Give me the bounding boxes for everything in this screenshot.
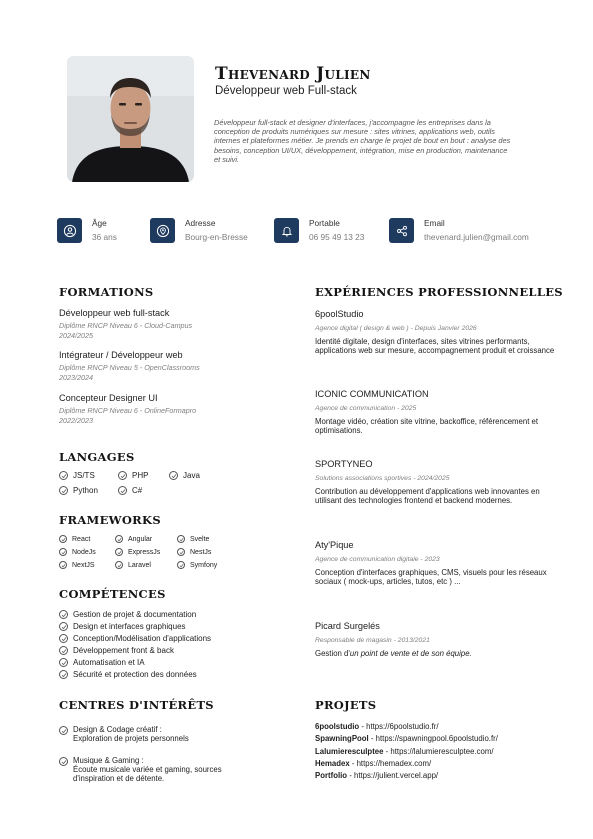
competence-item [59,646,174,655]
project-item [315,758,575,770]
job-title: Développeur web Full-stack [215,85,357,97]
project-link[interactable]: - https://spawningpool.6poolstudio.fr/ [368,734,498,744]
experiences-title: EXPÉRIENCES PROFESSIONNELLES [315,285,563,299]
project-link[interactable]: - https://julient.vercel.app/ [347,771,439,781]
check-circle-icon [59,658,68,667]
framework-label: Angular [128,535,153,543]
project-name: 6poolstudio [315,722,360,731]
skill-label: C# [132,486,143,495]
competence-label: Développement front & back [73,646,174,655]
skill-item [59,471,95,480]
formation-year: 2022/2023 [59,415,93,425]
user-icon [57,218,82,243]
competence-item [59,670,197,679]
formation-item [59,308,279,340]
experience-company: SPORTYNEO [315,459,373,469]
check-circle-icon [59,646,68,655]
experience-company: Picard Surgelés [315,621,380,631]
check-circle-icon [59,634,68,643]
project-item [315,733,575,745]
framework-item [115,561,151,569]
check-circle-icon [59,670,68,679]
experience-meta: Solutions associations sportives - 2024/2025 [315,475,450,482]
project-item [315,770,575,782]
interest-detail: Écoute musicale variée et gaming, sources [73,765,222,775]
check-circle-icon [177,548,185,556]
skill-item [118,471,148,480]
experience-item [315,389,555,436]
project-name: Lalumieresculptee [315,746,384,756]
interest-detail: d'inspiration et de détente. [73,774,165,784]
competence-label: Design et interfaces graphiques [73,622,186,631]
check-circle-icon [169,471,178,480]
project-name: Hemadex [315,758,350,768]
framework-label: ExpressJs [128,548,161,556]
profile-summary: Développeur full-stack et designer d'interfaces, j'accompagne les entreprises dans la conception de produits numériques sur mesure : sites vitrines, applications web, outils internes et plateformes métier. Je prends en charge le projet de bout en bout : analyse des besoins, conception UI/UX, développement, intégration, mise en production, maintenance et suivi. [214,118,511,164]
project-item [315,721,575,733]
project-name: Portfolio [315,771,348,781]
formation-year: 2024/2025 [59,330,93,340]
experience-item [315,459,555,506]
check-circle-icon [59,561,67,569]
competence-label: Automatisation et IA [73,658,145,667]
experience-description-italic: un point de vente et de son équipe. [349,649,472,658]
check-circle-icon [59,726,68,735]
skill-label: Python [73,486,98,495]
location-pin-icon [150,218,175,243]
framework-label: Svelte [190,535,210,543]
project-name: SpawningPool [315,734,369,744]
experience-item [315,621,555,658]
competences-title: COMPÉTENCES [59,587,166,601]
experience-meta: Agence digital ( design & web ) - Depuis Janvier 2026 [315,325,477,332]
competence-item [59,610,196,619]
skill-label: JS/TS [73,471,95,480]
share-icon [389,218,414,243]
framework-item [59,561,95,569]
info-phone-label: Portable [309,218,340,228]
interest-detail: Exploration de projets personnels [73,734,189,744]
check-circle-icon [59,548,67,556]
check-circle-icon [115,561,123,569]
formation-title: Développeur web full-stack [59,308,170,318]
formation-detail: Diplôme RNCP Niveau 6 - Cloud-Campus [59,321,193,330]
framework-label: NextJS [72,561,95,569]
projects-list [315,721,575,782]
check-circle-icon [118,471,127,480]
experience-description: Contribution au développement d'applications web innovantes en utilisant des technologies frontend et backend modernes. [315,487,540,506]
formation-item [59,393,279,425]
check-circle-icon [59,622,68,631]
framework-label: Symfony [190,561,218,569]
competence-label: Sécurité et protection des données [73,670,197,679]
experience-company: 6poolStudio [315,309,364,319]
info-email [389,218,529,243]
competence-item [59,634,211,643]
interest-title: Musique & Gaming : [73,756,144,765]
formation-title: Intégrateur / Développeur web [59,350,183,360]
framework-label: NodeJs [72,548,96,556]
project-link[interactable]: - https://6poolstudio.fr/ [359,722,439,731]
info-age [57,218,117,243]
skill-item [118,486,142,495]
check-circle-icon [115,548,123,556]
framework-item [59,535,90,543]
info-address [150,218,248,243]
experience-description: Conception d'interfaces graphiques, CMS, visuels pour les réseaux sociaux ( mock-ups, articles, tutos, etc ) ... [315,568,547,587]
check-circle-icon [177,535,185,543]
formations-title: FORMATIONS [59,285,154,299]
formation-year: 2023/2024 [59,372,93,382]
experience-description: Identité digitale, design d'interfaces, sites vitrines performants, applications web sur mesure, accompagnement produit et croissance [315,337,555,356]
profile-photo-illustration [67,56,194,182]
skill-item [59,486,98,495]
project-link[interactable]: - https://hemadex.com/ [349,758,432,768]
info-email-value[interactable]: thevenard.julien@gmail.com [424,232,529,242]
profile-photo [67,56,194,182]
experience-meta: Responsable de magasin - 2013/2021 [315,637,430,644]
framework-label: Laravel [128,561,151,569]
competence-item [59,622,186,631]
info-age-label: Âge [92,218,107,228]
experience-description [315,649,555,658]
info-age-value: 36 ans [92,232,117,242]
interest-item [59,756,289,784]
experience-meta: Agence de communication - 2025 [315,405,417,412]
project-link[interactable]: - https://lalumieresculptee.com/ [383,746,494,756]
experience-description-text: Gestion d' [315,649,350,658]
interets-title: CENTRES D'INTÉRÊTS [59,698,214,712]
experience-company: Aty'Pique [315,540,354,550]
formation-detail: Diplôme RNCP Niveau 5 - OpenClassrooms [59,363,200,372]
framework-item [177,561,217,569]
framework-item [177,535,209,543]
framework-label: NestJs [190,548,212,556]
check-circle-icon [59,471,68,480]
formation-detail: Diplôme RNCP Niveau 6 - OnlineFormapro [59,406,197,415]
experience-meta: Agence de communication digitale - 2023 [315,556,440,563]
info-phone [274,218,364,243]
competence-label: Gestion de projet & documentation [73,610,197,619]
experience-item [315,540,555,587]
framework-label: React [72,535,91,543]
project-item [315,746,575,758]
skill-label: Java [183,471,200,480]
check-circle-icon [177,561,185,569]
interest-item [59,725,289,743]
full-name: Thevenard Julien [215,64,371,84]
skill-label: PHP [132,471,149,480]
check-circle-icon [118,486,127,495]
check-circle-icon [59,610,68,619]
info-address-label: Adresse [185,218,216,228]
framework-item [115,535,152,543]
competence-label: Conception/Modélisation d'applications [73,634,212,643]
check-circle-icon [59,486,68,495]
competence-item [59,658,145,667]
check-circle-icon [115,535,123,543]
formation-title: Concepteur Designer UI [59,393,158,403]
info-phone-value[interactable]: 06 95 49 13 23 [309,232,365,242]
info-address-value: Bourg-en-Bresse [185,232,248,242]
info-email-label: Email [424,218,445,228]
framework-item [59,548,96,556]
skill-item [169,471,200,480]
langages-title: LANGAGES [59,450,135,464]
check-circle-icon [59,535,67,543]
projets-title: PROJETS [315,698,377,712]
experience-description: Montage vidéo, création site vitrine, backoffice, référencement et optimisations. [315,417,539,436]
bell-icon [274,218,299,243]
framework-item [177,548,211,556]
frameworks-title: FRAMEWORKS [59,513,161,527]
contact-info-row [57,218,557,248]
interest-title: Design & Codage créatif : [73,725,162,734]
formation-item [59,350,279,382]
framework-item [115,548,160,556]
experience-company: ICONIC COMMUNICATION [315,389,429,399]
experience-item [315,309,555,356]
check-circle-icon [59,757,68,766]
